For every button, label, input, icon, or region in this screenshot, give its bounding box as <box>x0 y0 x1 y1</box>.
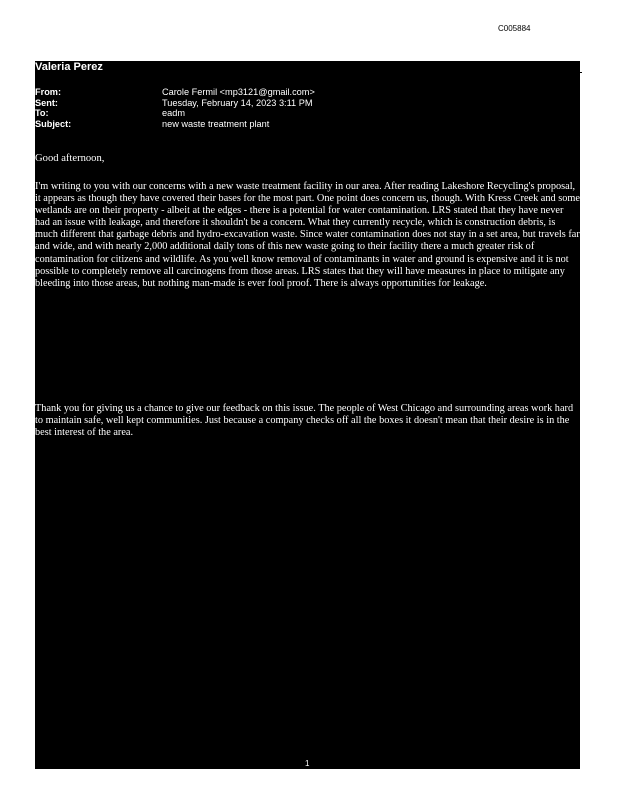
header-key-from: From: <box>35 87 62 97</box>
greeting: Good afternoon, <box>35 153 105 164</box>
body-paragraph-1: I'm writing to you with our concerns with a new waste treatment facility in our area. After reading Lakeshore Recycling's proposal, it appears as though they have covered their bases for the most part. One point does concern us, though. With Kress Creek and some wetlands are on their property - albeit at the edges - there is a potential for water contamination. LRS stated that they have never had an issue with leakage, and therefore it shouldn't be a concern. What they currently recycle, which is construction debris, is much different that garbage debris and hydro-excavation waste. Since water contamination does not stay in a set area, but travels far and wide, and with nearly 2,000 additional daily tons of this new waste going to their facility there a much greater risk of contamination for citizens and wildlife. As you well know removal of contaminants in water and ground is expensive and it is not possible to completely remove all carcinogens from those areas. LRS states that they will have measures in place to mitigate any bleeding into those areas, but nothing man-made is ever fool proof. There is always opportunities for leakage. <box>35 181 580 289</box>
header-key-to: To: <box>35 108 49 118</box>
body-paragraph-2: Thank you for giving us a chance to give our feedback on this issue. The people of West Chicago and surrounding areas work hard to maintain safe, well kept communities. Just because a company checks off all the boxes it doesn't mean that their desire is in the best interest of the area. <box>35 403 574 439</box>
header-sent <box>35 98 555 109</box>
header-value-subject: new waste treatment plant <box>162 118 270 129</box>
email-headers <box>35 87 555 129</box>
header-subject <box>35 119 555 130</box>
email-page <box>35 61 580 769</box>
bates-number: C005884 <box>498 24 531 33</box>
header-to <box>35 108 555 119</box>
page-number: 1 <box>305 759 310 768</box>
header-value-sent: Tuesday, February 14, 2023 3:11 PM <box>162 97 313 108</box>
header-value-to: eadm <box>162 108 185 118</box>
sender-name: Valeria Perez <box>35 61 103 73</box>
header-key-subject: Subject: <box>35 118 72 129</box>
header-value-from: Carole Fermil <mp3121@gmail.com> <box>162 87 315 97</box>
header-key-sent: Sent: <box>35 97 58 108</box>
header-from <box>35 87 555 98</box>
